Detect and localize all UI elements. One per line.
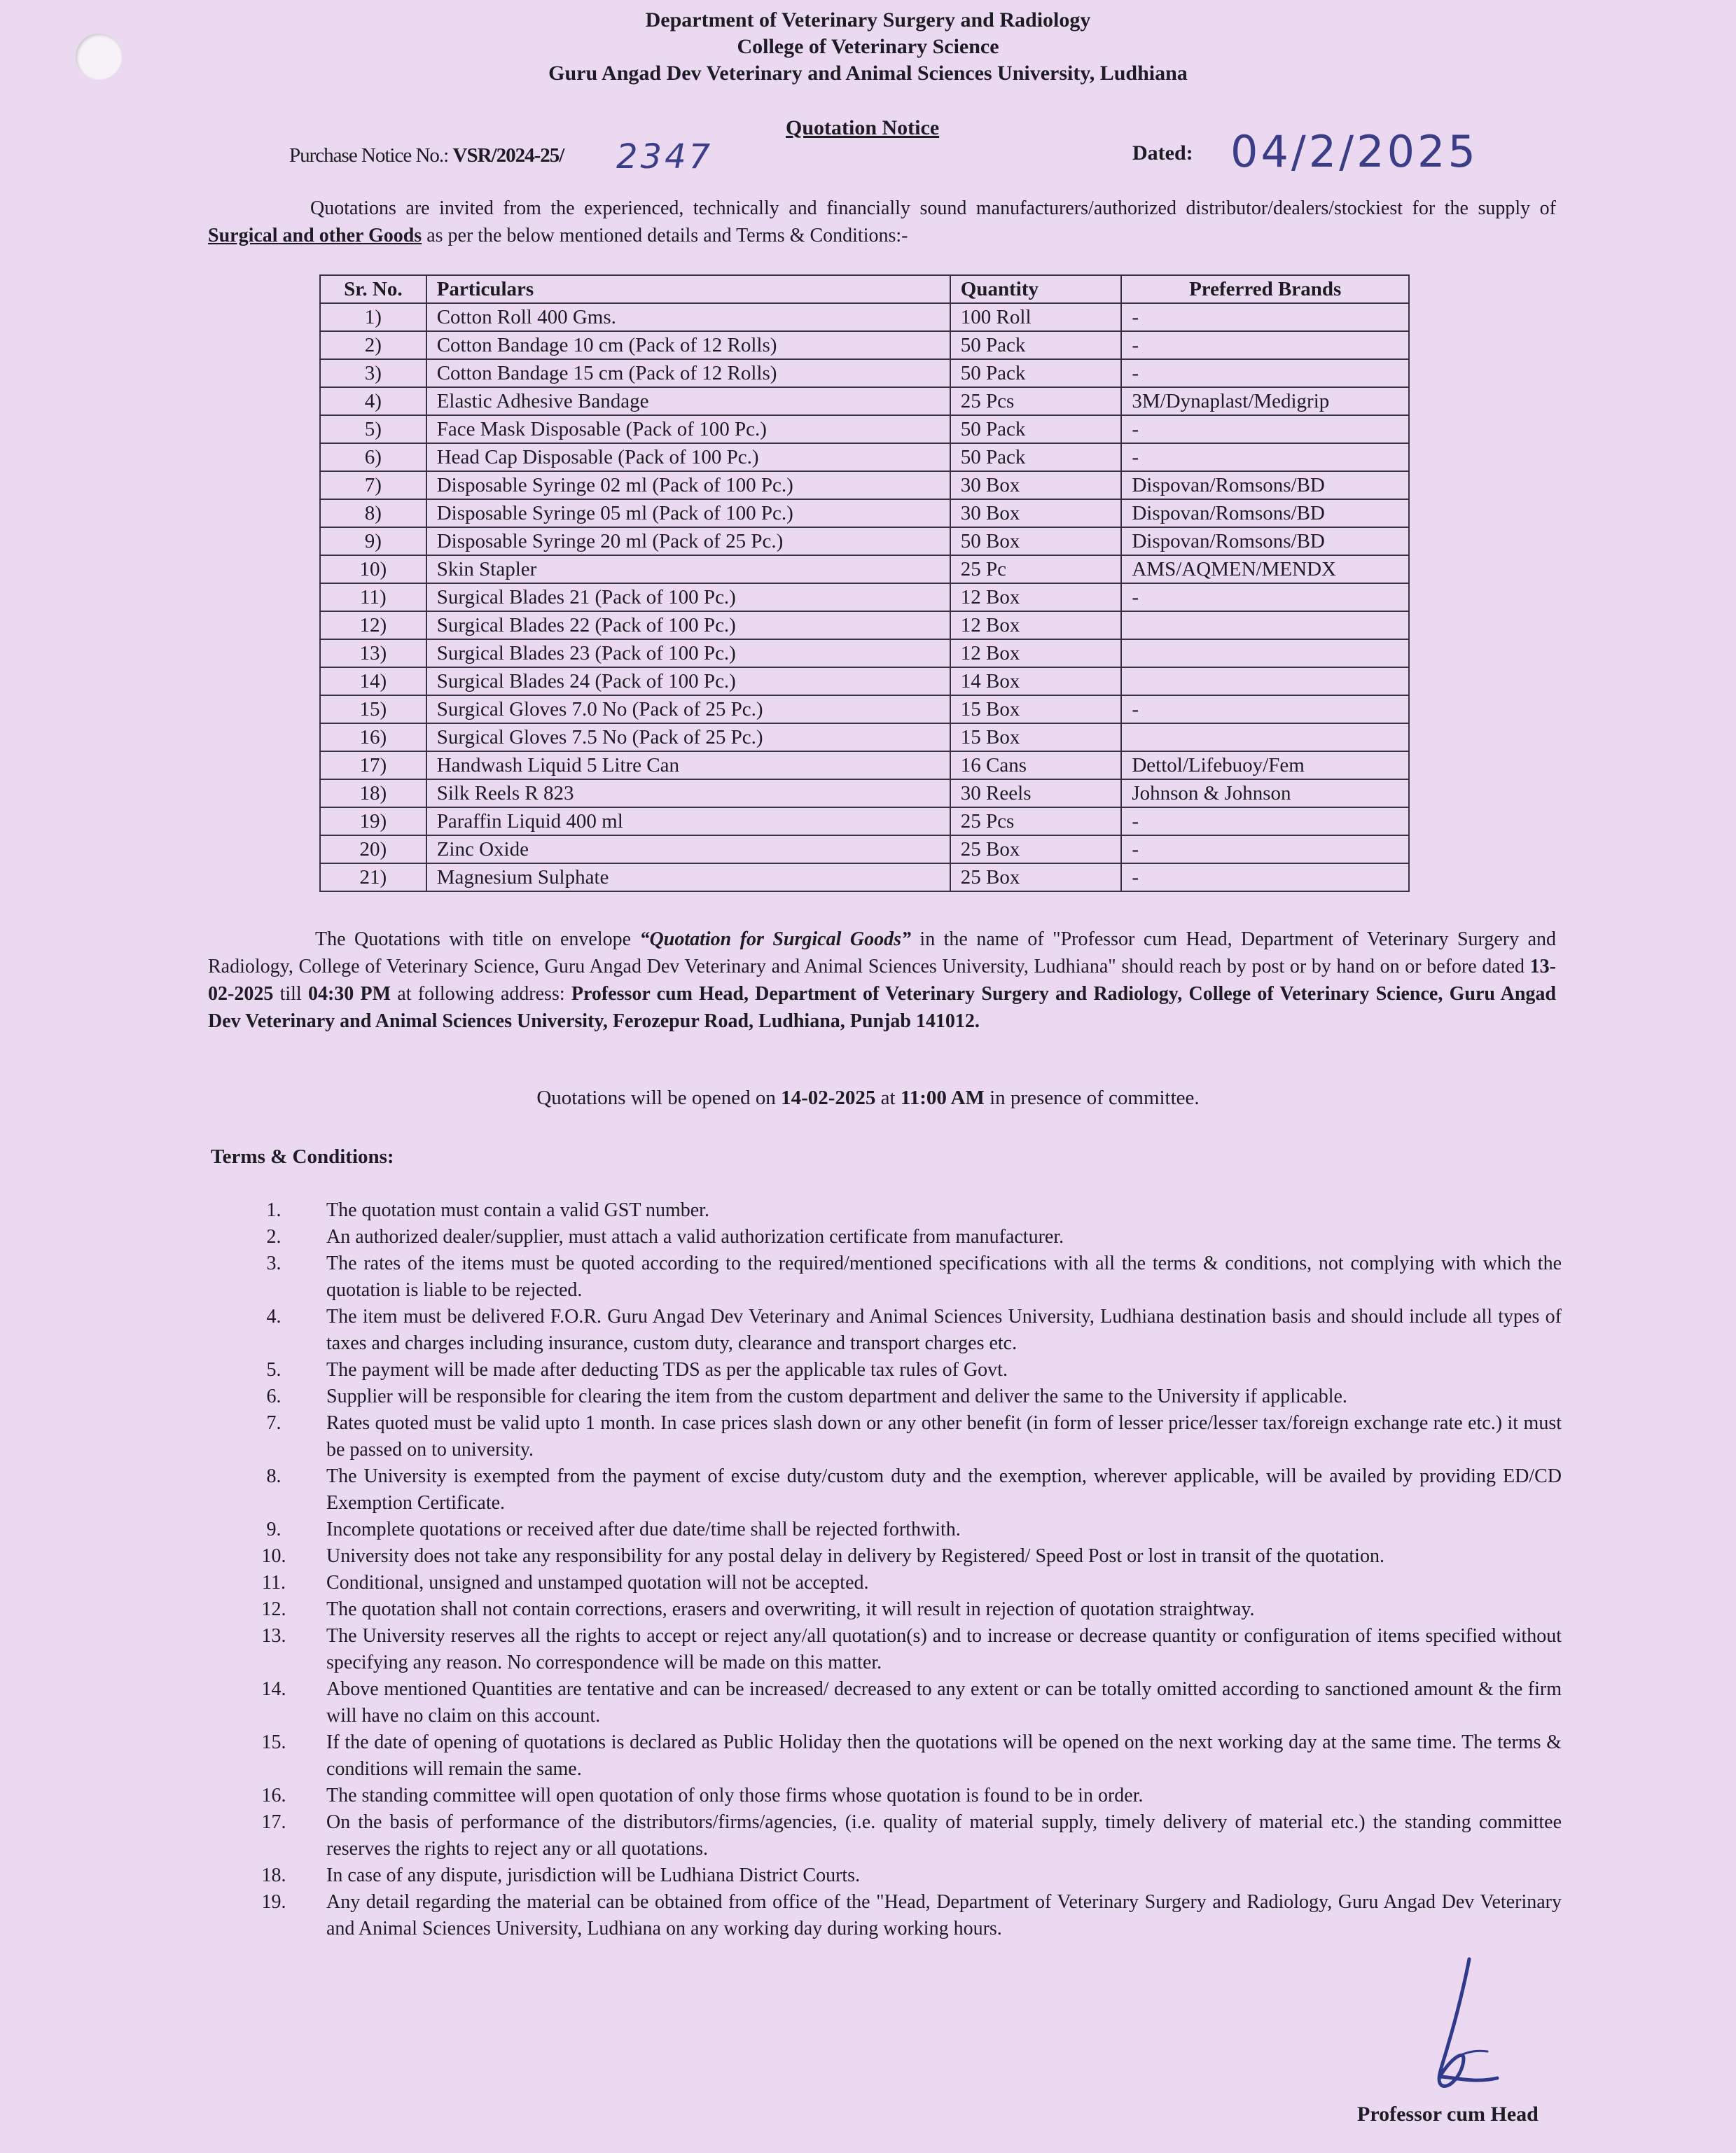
cell-particulars: Surgical Blades 21 (Pack of 100 Pc.) <box>426 583 950 611</box>
cell-sr-no: 16) <box>320 723 426 751</box>
cell-particulars: Surgical Gloves 7.0 No (Pack of 25 Pc.) <box>426 695 950 723</box>
submission-text-3: till <box>273 983 308 1005</box>
cell-preferred-brand: - <box>1121 807 1409 835</box>
cell-particulars: Zinc Oxide <box>426 835 950 863</box>
cell-quantity: 30 Box <box>950 499 1122 527</box>
term-item <box>221 1783 1562 1809</box>
cell-sr-no: 1) <box>320 303 426 331</box>
intro-text-end: as per the below mentioned details and Terms & Conditions:- <box>422 225 908 246</box>
table-row <box>320 555 1409 583</box>
term-text: Incomplete quotations or received after due date/time shall be rejected forthwith. <box>326 1519 961 1540</box>
cell-preferred-brand: 3M/Dynaplast/Medigrip <box>1121 387 1409 415</box>
cell-quantity: 25 Pcs <box>950 807 1122 835</box>
cell-preferred-brand <box>1121 611 1409 639</box>
cell-preferred-brand <box>1121 723 1409 751</box>
intro-paragraph <box>208 195 1556 249</box>
term-number: 9. <box>266 1519 282 1540</box>
term-item <box>221 1809 1562 1862</box>
cell-particulars: Surgical Blades 23 (Pack of 100 Pc.) <box>426 639 950 667</box>
cell-quantity: 30 Reels <box>950 779 1122 807</box>
cell-quantity: 25 Pcs <box>950 387 1122 415</box>
cell-sr-no: 19) <box>320 807 426 835</box>
submission-text-2: in the name of "Professor cum Head, Department of Veterinary Surgery and Radiology, College of Veterinary Science, Guru Angad Dev Veterinary and Animal Sciences University, Ludhiana" should reach by post or by hand on or before dated <box>208 928 1556 977</box>
cell-preferred-brand: - <box>1121 331 1409 359</box>
table-row <box>320 583 1409 611</box>
term-text: An authorized dealer/supplier, must attach a valid authorization certificate from manufacturer. <box>326 1226 1064 1248</box>
cell-preferred-brand: - <box>1121 863 1409 891</box>
purchase-notice-label: Purchase Notice No.: <box>289 144 453 167</box>
cell-particulars: Cotton Bandage 10 cm (Pack of 12 Rolls) <box>426 331 950 359</box>
term-text: The payment will be made after deducting TDS as per the applicable tax rules of Govt. <box>326 1359 1008 1381</box>
cell-sr-no: 7) <box>320 471 426 499</box>
cell-preferred-brand: Johnson & Johnson <box>1121 779 1409 807</box>
table-row <box>320 667 1409 695</box>
cell-quantity: 15 Box <box>950 695 1122 723</box>
table-row <box>320 359 1409 387</box>
term-text: The quotation must contain a valid GST number. <box>326 1199 709 1221</box>
cell-sr-no: 8) <box>320 499 426 527</box>
cell-preferred-brand: - <box>1121 443 1409 471</box>
cell-particulars: Magnesium Sulphate <box>426 863 950 891</box>
term-number: 3. <box>266 1253 282 1274</box>
term-item <box>221 1250 1562 1304</box>
term-item <box>221 1304 1562 1357</box>
cell-sr-no: 21) <box>320 863 426 891</box>
department-name: Department of Veterinary Surgery and Radiology <box>645 8 1091 32</box>
table-row <box>320 723 1409 751</box>
purchase-notice-number: 2347 <box>616 137 714 176</box>
term-item <box>221 1463 1562 1517</box>
term-number: 14. <box>261 1678 286 1700</box>
cell-particulars: Handwash Liquid 5 Litre Can <box>426 751 950 779</box>
college-name: College of Veterinary Science <box>737 35 999 58</box>
term-item <box>221 1410 1562 1463</box>
cell-quantity: 25 Box <box>950 863 1122 891</box>
due-date: 13-02-2025 <box>208 956 1556 1005</box>
cell-quantity: 12 Box <box>950 639 1122 667</box>
purchase-notice-prefix: VSR/2024-25/ <box>452 144 564 167</box>
term-number: 13. <box>261 1625 286 1647</box>
university-name: Guru Angad Dev Veterinary and Animal Sciences University, Ludhiana <box>548 62 1188 85</box>
cell-quantity: 25 Pc <box>950 555 1122 583</box>
cell-particulars: Cotton Bandage 15 cm (Pack of 12 Rolls) <box>426 359 950 387</box>
submission-text-4: at following address: <box>391 983 571 1005</box>
table-header-row <box>320 275 1409 303</box>
cell-sr-no: 9) <box>320 527 426 555</box>
term-text: The University reserves all the rights to accept or reject any/all quotation(s) and to increase or decrease quantity or configuration of items specified without specifying any reason. No correspondence will be made on this matter. <box>326 1625 1562 1673</box>
term-number: 5. <box>266 1359 282 1381</box>
cell-particulars: Elastic Adhesive Bandage <box>426 387 950 415</box>
cell-quantity: 30 Box <box>950 471 1122 499</box>
terms-list <box>221 1197 1562 1942</box>
table-row <box>320 863 1409 891</box>
cell-particulars: Face Mask Disposable (Pack of 100 Pc.) <box>426 415 950 443</box>
cell-sr-no: 15) <box>320 695 426 723</box>
term-text: Conditional, unsigned and unstamped quotation will not be accepted. <box>326 1572 869 1594</box>
term-number: 19. <box>261 1891 286 1913</box>
cell-preferred-brand: Dettol/Lifebuoy/Fem <box>1121 751 1409 779</box>
cell-particulars: Surgical Blades 22 (Pack of 100 Pc.) <box>426 611 950 639</box>
cell-quantity: 14 Box <box>950 667 1122 695</box>
term-number: 1. <box>266 1199 282 1221</box>
term-item <box>221 1224 1562 1250</box>
table-row <box>320 303 1409 331</box>
term-number: 8. <box>266 1465 282 1487</box>
intro-text-start: Quotations are invited from the experienced, technically and financially sound manufacturers/authorized distributor/dealers/stockiest for the supply of <box>310 197 1556 219</box>
due-time: 04:30 PM <box>307 983 391 1005</box>
cell-quantity: 50 Pack <box>950 359 1122 387</box>
signatory-designation: Professor cum Head <box>1357 2103 1539 2126</box>
cell-sr-no: 14) <box>320 667 426 695</box>
notice-title: Quotation Notice <box>786 116 940 139</box>
cell-particulars: Head Cap Disposable (Pack of 100 Pc.) <box>426 443 950 471</box>
cell-sr-no: 12) <box>320 611 426 639</box>
purchase-notice-line <box>289 144 564 167</box>
cell-quantity: 50 Pack <box>950 415 1122 443</box>
cell-particulars: Surgical Gloves 7.5 No (Pack of 25 Pc.) <box>426 723 950 751</box>
cell-sr-no: 3) <box>320 359 426 387</box>
term-number: 7. <box>266 1412 282 1434</box>
cell-preferred-brand: - <box>1121 583 1409 611</box>
term-number: 4. <box>266 1306 282 1328</box>
table-row <box>320 527 1409 555</box>
cell-particulars: Cotton Roll 400 Gms. <box>426 303 950 331</box>
table-row <box>320 611 1409 639</box>
header-sr-no: Sr. No. <box>320 275 426 303</box>
submission-text-1: The Quotations with title on envelope <box>315 928 640 950</box>
term-number: 2. <box>266 1226 282 1248</box>
cell-quantity: 15 Box <box>950 723 1122 751</box>
term-text: In case of any dispute, jurisdiction will be Ludhiana District Courts. <box>326 1865 861 1886</box>
items-table <box>319 274 1410 892</box>
term-text: Any detail regarding the material can be obtained from office of the "Head, Department of Veterinary Surgery and Radiology, Guru Angad Dev Veterinary and Animal Sciences University, Ludhiana on any working day during working hours. <box>326 1891 1562 1939</box>
opening-date: 14-02-2025 <box>781 1087 876 1109</box>
cell-particulars: Surgical Blades 24 (Pack of 100 Pc.) <box>426 667 950 695</box>
term-number: 10. <box>261 1545 286 1567</box>
term-item <box>221 1543 1562 1570</box>
cell-quantity: 50 Pack <box>950 331 1122 359</box>
term-text: The quotation shall not contain corrections, erasers and overwriting, it will result in rejection of quotation straightway. <box>326 1598 1255 1620</box>
term-text: On the basis of performance of the distributors/firms/agencies, (i.e. quality of material supply, timely delivery of material etc.) the standing committee reserves the rights to reject any or all quotations. <box>326 1811 1562 1860</box>
opening-text-1: Quotations will be opened on <box>536 1087 782 1109</box>
cell-preferred-brand: Dispovan/Romsons/BD <box>1121 527 1409 555</box>
term-text: Above mentioned Quantities are tentative and can be increased/ decreased to any extent or can be totally omitted according to sanctioned amount & the firm will have no claim on this account. <box>326 1678 1562 1727</box>
term-item <box>221 1623 1562 1676</box>
cell-preferred-brand <box>1121 639 1409 667</box>
cell-preferred-brand: - <box>1121 303 1409 331</box>
table-row <box>320 387 1409 415</box>
cell-particulars: Disposable Syringe 05 ml (Pack of 100 Pc.) <box>426 499 950 527</box>
dated-label: Dated: <box>1132 141 1193 165</box>
table-row <box>320 807 1409 835</box>
header-particulars: Particulars <box>426 275 950 303</box>
table-row <box>320 499 1409 527</box>
opening-line <box>0 1087 1736 1110</box>
table-row <box>320 835 1409 863</box>
term-item <box>221 1357 1562 1384</box>
cell-preferred-brand: - <box>1121 415 1409 443</box>
term-number: 11. <box>262 1572 286 1594</box>
opening-text-3: in presence of committee. <box>984 1087 1200 1109</box>
cell-sr-no: 20) <box>320 835 426 863</box>
table-row <box>320 695 1409 723</box>
cell-preferred-brand: - <box>1121 695 1409 723</box>
table-row <box>320 415 1409 443</box>
cell-preferred-brand: - <box>1121 835 1409 863</box>
opening-time: 11:00 AM <box>900 1087 985 1109</box>
table-row <box>320 443 1409 471</box>
cell-preferred-brand <box>1121 667 1409 695</box>
cell-sr-no: 17) <box>320 751 426 779</box>
cell-preferred-brand: AMS/AQMEN/MENDX <box>1121 555 1409 583</box>
term-text: The standing committee will open quotation of only those firms whose quotation is found to be in order. <box>326 1785 1144 1806</box>
term-text: Supplier will be responsible for clearing the item from the custom department and deliver the same to the University if applicable. <box>326 1386 1347 1407</box>
term-number: 16. <box>261 1785 286 1806</box>
term-text: The rates of the items must be quoted according to the required/mentioned specifications with all the terms & conditions, not complying with which the quotation is liable to be rejected. <box>326 1253 1562 1301</box>
term-text: The University is exempted from the payment of excise duty/custom duty and the exemption, wherever applicable, will be availed by providing ED/CD Exemption Certificate. <box>326 1465 1562 1514</box>
term-item <box>221 1729 1562 1783</box>
term-item <box>221 1570 1562 1596</box>
cell-quantity: 16 Cans <box>950 751 1122 779</box>
term-item <box>221 1862 1562 1889</box>
table-row <box>320 779 1409 807</box>
cell-preferred-brand: Dispovan/Romsons/BD <box>1121 499 1409 527</box>
table-row <box>320 471 1409 499</box>
cell-quantity: 50 Box <box>950 527 1122 555</box>
term-item <box>221 1517 1562 1543</box>
term-text: Rates quoted must be valid upto 1 month. In case prices slash down or any other benefit (in form of lesser price/lesser tax/foreign exchange rate etc.) it must be passed on to university. <box>326 1412 1562 1461</box>
term-item <box>221 1889 1562 1942</box>
term-number: 6. <box>266 1386 282 1407</box>
cell-sr-no: 5) <box>320 415 426 443</box>
header-preferred-brands: Preferred Brands <box>1121 275 1409 303</box>
term-number: 12. <box>261 1598 286 1620</box>
envelope-title: “Quotation for Surgical Goods” <box>639 928 911 950</box>
term-text: If the date of opening of quotations is declared as Public Holiday then the quotations will be opened on the next working day at the same time. The terms & conditions will remain the same. <box>326 1732 1562 1780</box>
submission-address: Professor cum Head, Department of Veterinary Surgery and Radiology, College of Veterinary Science, Guru Angad Dev Veterinary and Animal Sciences University, Ferozepur Road, Ludhiana, Punjab 141012. <box>208 983 1557 1032</box>
cell-quantity: 25 Box <box>950 835 1122 863</box>
terms-heading: Terms & Conditions: <box>211 1145 394 1168</box>
header-quantity: Quantity <box>950 275 1122 303</box>
submission-paragraph <box>208 926 1556 1035</box>
intro-highlight: Surgical and other Goods <box>208 225 422 246</box>
cell-particulars: Disposable Syringe 02 ml (Pack of 100 Pc.) <box>426 471 950 499</box>
cell-sr-no: 10) <box>320 555 426 583</box>
term-item <box>221 1596 1562 1623</box>
cell-sr-no: 6) <box>320 443 426 471</box>
cell-particulars: Disposable Syringe 20 ml (Pack of 25 Pc.) <box>426 527 950 555</box>
term-text: University does not take any responsibility for any postal delay in delivery by Registered/ Speed Post or lost in transit of the quotation. <box>326 1545 1384 1567</box>
dated-value: 04/2/2025 <box>1230 126 1478 177</box>
term-item <box>221 1197 1562 1224</box>
cell-particulars: Silk Reels R 823 <box>426 779 950 807</box>
term-item <box>221 1676 1562 1729</box>
table-row <box>320 639 1409 667</box>
cell-quantity: 12 Box <box>950 611 1122 639</box>
term-number: 17. <box>261 1811 286 1833</box>
cell-particulars: Paraffin Liquid 400 ml <box>426 807 950 835</box>
table-row <box>320 331 1409 359</box>
table-row <box>320 751 1409 779</box>
opening-text-2: at <box>875 1087 901 1109</box>
cell-quantity: 12 Box <box>950 583 1122 611</box>
cell-sr-no: 13) <box>320 639 426 667</box>
term-number: 18. <box>261 1865 286 1886</box>
cell-quantity: 50 Pack <box>950 443 1122 471</box>
term-item <box>221 1384 1562 1410</box>
cell-preferred-brand: - <box>1121 359 1409 387</box>
term-number: 15. <box>261 1732 286 1753</box>
cell-particulars: Skin Stapler <box>426 555 950 583</box>
cell-sr-no: 11) <box>320 583 426 611</box>
cell-sr-no: 4) <box>320 387 426 415</box>
signature-mark <box>1415 1953 1506 2100</box>
cell-preferred-brand: Dispovan/Romsons/BD <box>1121 471 1409 499</box>
cell-quantity: 100 Roll <box>950 303 1122 331</box>
cell-sr-no: 18) <box>320 779 426 807</box>
cell-sr-no: 2) <box>320 331 426 359</box>
term-text: The item must be delivered F.O.R. Guru Angad Dev Veterinary and Animal Sciences University, Ludhiana destination basis and should include all types of taxes and charges including insurance, custom duty, clearance and transport charges etc. <box>326 1306 1562 1354</box>
